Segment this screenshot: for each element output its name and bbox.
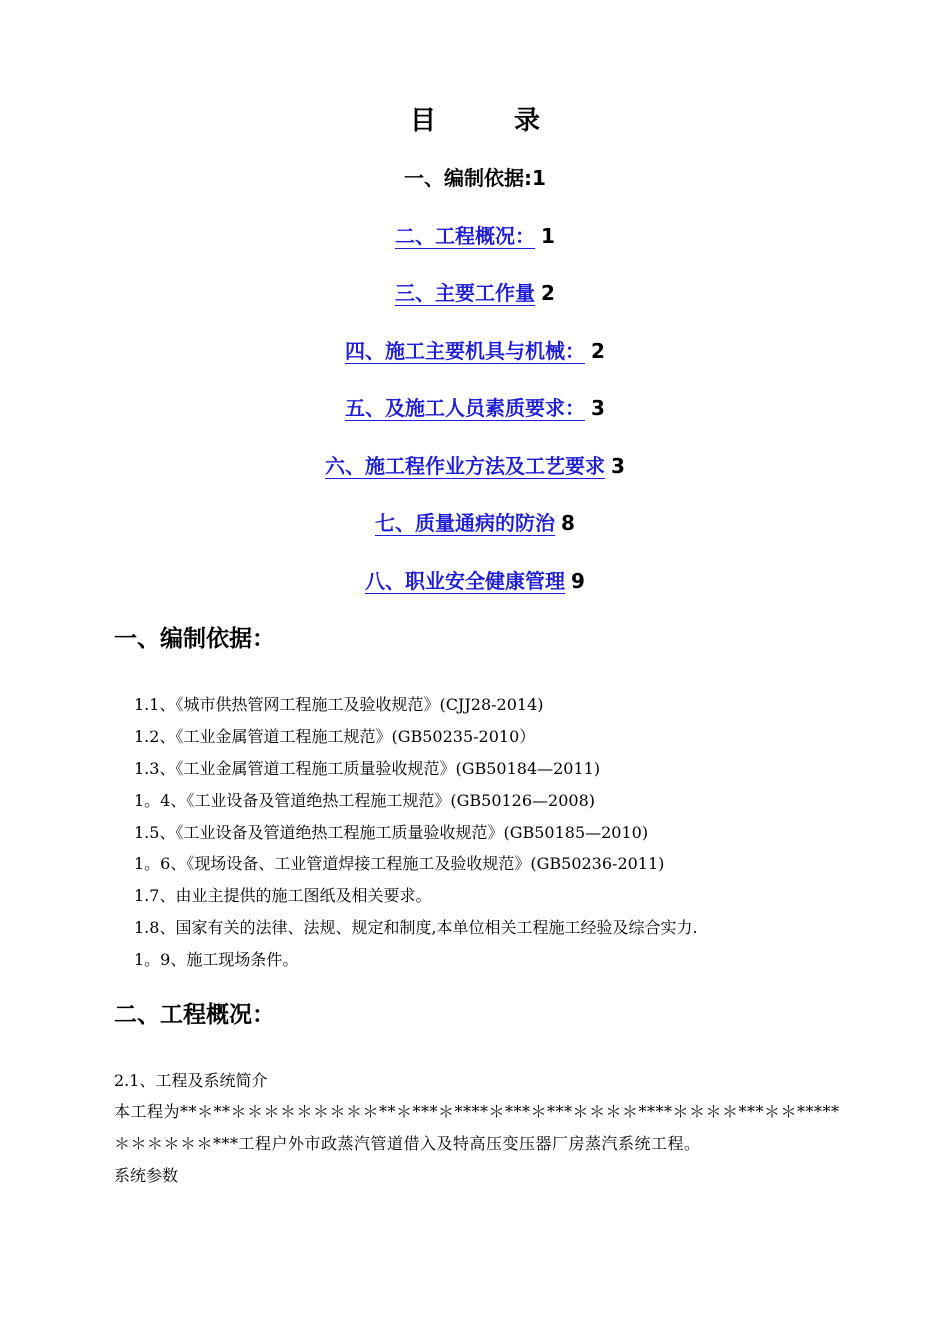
toc-page-number: 3 (611, 453, 625, 478)
toc-link[interactable]: 五、及施工人员素质要求： (345, 396, 586, 420)
toc-item (0, 275, 950, 333)
toc-link[interactable]: 六、施工程作业方法及工艺要求 (325, 453, 606, 478)
toc-page-number: 8 (561, 511, 575, 535)
reference-list (134, 691, 698, 978)
toc-link[interactable]: 一、编制依据: (404, 166, 533, 190)
toc-link[interactable]: 二、工程概况： (395, 223, 536, 248)
toc-title-char-2: 录 (514, 106, 541, 136)
toc-page-number: 9 (571, 568, 585, 593)
toc-item (0, 160, 950, 218)
list-item: 1.1、《城市供热管网工程施工及验收规范》(CJJ28-2014) (134, 695, 544, 714)
section-heading-overview: 二、工程概况： (114, 1002, 275, 1028)
list-item: 1。6、《现场设备、工业管道焊接工程施工及验收规范》(GB50236-2011) (134, 854, 665, 874)
toc-page-number: 1 (541, 223, 555, 248)
toc-link[interactable]: 三、主要工作量 (395, 281, 536, 305)
toc-page-number: 2 (591, 338, 605, 363)
list-item: 1。9、施工现场条件。 (134, 950, 299, 970)
toc-item (0, 333, 950, 391)
toc-item (0, 390, 950, 448)
list-item: 1.8、国家有关的法律、法规、规定和制度,本单位相关工程施工经验及综合实力. (134, 918, 698, 938)
intro-paragraph-line-1: 本工程为**＊**＊＊＊＊＊＊＊＊＊**＊***＊****＊***＊***＊＊＊＊****＊＊＊＊***＊＊***** (114, 1102, 840, 1121)
toc-item (0, 505, 950, 563)
list-item: 1.2、《工业金属管道工程施工规范》(GB50235-2010） (134, 726, 536, 746)
toc-title (0, 100, 950, 137)
toc-link[interactable]: 七、质量通病的防治 (375, 511, 556, 535)
sub-heading-intro: 2.1、工程及系统简介 (114, 1071, 268, 1090)
table-of-contents (0, 160, 950, 620)
toc-item (0, 563, 950, 621)
toc-link[interactable]: 八、职业安全健康管理 (365, 568, 566, 593)
list-item: 1.7、由业主提供的施工图纸及相关要求。 (134, 886, 432, 906)
toc-page-number: 1 (532, 166, 546, 190)
system-params-label: 系统参数 (114, 1166, 179, 1185)
toc-page-number: 2 (541, 281, 555, 305)
list-item: 1。4、《工业设备及管道绝热工程施工规范》(GB50126—2008) (134, 790, 596, 810)
list-item: 1.3、《工业金属管道工程施工质量验收规范》(GB50184—2011) (134, 758, 601, 778)
toc-item (0, 218, 950, 276)
toc-item (0, 448, 950, 506)
intro-paragraph-line-2: ＊＊＊＊＊＊***工程户外市政蒸汽管道借入及特高压变压器厂房蒸汽系统工程。 (114, 1134, 701, 1153)
section-heading-basis: 一、编制依据： (114, 626, 275, 652)
toc-page-number: 3 (591, 396, 605, 420)
list-item: 1.5、《工业设备及管道绝热工程施工质量验收规范》(GB50185—2010) (134, 822, 649, 842)
toc-title-char-1: 目 (409, 106, 436, 136)
toc-link[interactable]: 四、施工主要机具与机械： (345, 338, 586, 363)
